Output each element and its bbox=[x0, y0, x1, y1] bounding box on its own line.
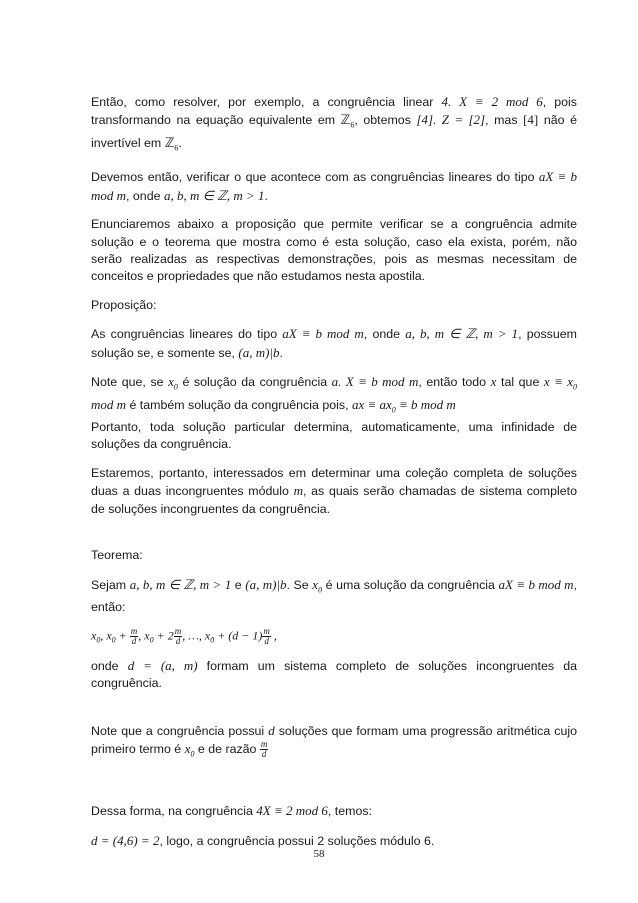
paragraph-example-intro: Dessa forma, na congruência 4X ≡ 2 mod 6, temos: bbox=[91, 803, 372, 819]
fraction-m-over-d: $\frac{m}{d}$ bbox=[174, 625, 182, 646]
paragraph-progression: Note que a congruência possui d soluções que formam uma progressão aritmética cujo primeiro termo é $x_0$ e de razão $\frac{m}{d}$ bbox=[91, 722, 577, 760]
math-z6-2: ℤ$_6$ bbox=[164, 135, 179, 153]
fraction-m-over-d: $\frac{m}{d}$ bbox=[263, 625, 270, 646]
heading-theorem: Teorema: bbox=[91, 548, 143, 563]
paragraph-complete-system: Estaremos, portanto, interessados em determinar uma coleção completa de soluções duas a duas incongruentes módulo m, as quais serão chamadas de sistema completo de soluções incongruentes da congruência. bbox=[91, 465, 577, 516]
paragraph-note-solution: Note que, se $x_0$ é solução da congruência a. X ≡ b mod m, então todo x tal que $x \equiv x_0$ mod m é também solução da congruência pois, ax ≡ $ax_0 \equiv b$ mod m Portanto, toda solução particular determina, automaticamente, uma infinidade de soluções da congruência. bbox=[91, 374, 578, 452]
math-domain: a, b, m ∈ ℤ, m > 1 bbox=[163, 187, 265, 203]
math-general-congruence: aX ≡ b mod m bbox=[91, 169, 577, 203]
paragraph-intro: Então, como resolver, por exemplo, a congruência linear 4. X ≡ 2 mod 6, pois transformando na equação equivalente em ℤ$_6$, obtemos [4]. Z = [2], mas [4] não é invertível em ℤ$_6$. bbox=[91, 94, 577, 153]
fraction-m-over-d: $\frac{m}{d}$ bbox=[130, 625, 138, 646]
math-congruence-example: 4. X ≡ 2 mod 6 bbox=[441, 94, 543, 109]
heading-proposition: Proposição: bbox=[91, 297, 157, 312]
math-z6: ℤ$_6$ bbox=[340, 112, 355, 130]
paragraph-proposition: As congruências lineares do tipo aX ≡ b mod m, onde a, b, m ∈ ℤ, m > 1, possuem solução se, e somente se, (a, m)|b. bbox=[91, 326, 577, 360]
paragraph-announcement: Enunciaremos abaixo a proposição que permite verificar se a congruência admite solução e o teorema que mostra como é esta solução, caso ela exista, porém, não serão realizadas as respectivas demonstrações, pois as mesmas necessitam de conceitos e propriedades que não estudamos nesta apostila. bbox=[91, 217, 577, 284]
paragraph-theorem: Sejam a, b, m ∈ ℤ, m > 1 e (a, m)|b. Se $x_0$ é uma solução da congruência aX ≡ b mod m, então: bbox=[91, 576, 577, 614]
math-class-equation: [4]. Z = [2] bbox=[416, 112, 486, 128]
paragraph-where-d: onde d = (a, m) formam um sistema completo de soluções incongruentes da congruência. bbox=[91, 657, 577, 691]
paragraph-general-form: Devemos então, verificar o que acontece com as congruências lineares do tipo aX ≡ b mod m, onde a, b, m ∈ ℤ, m > 1. bbox=[91, 169, 577, 203]
page-number: 58 bbox=[313, 848, 325, 860]
document-body bbox=[91, 93, 577, 861]
fraction-m-over-d: $\frac{m}{d}$ bbox=[260, 739, 268, 760]
math-class-4: [4] bbox=[523, 112, 539, 128]
formula-solution-list: $x_0$, $x_0$ + $\frac{m}{d}$ , $x_0 + 2$ $\frac{m}{d}$ , …, $x_0 + (d - 1)$ $\frac{m}{d}$ , bbox=[91, 625, 277, 646]
paragraph-example-result: d = (4,6) = 2, logo, a congruência possui 2 soluções módulo 6. bbox=[91, 832, 435, 848]
